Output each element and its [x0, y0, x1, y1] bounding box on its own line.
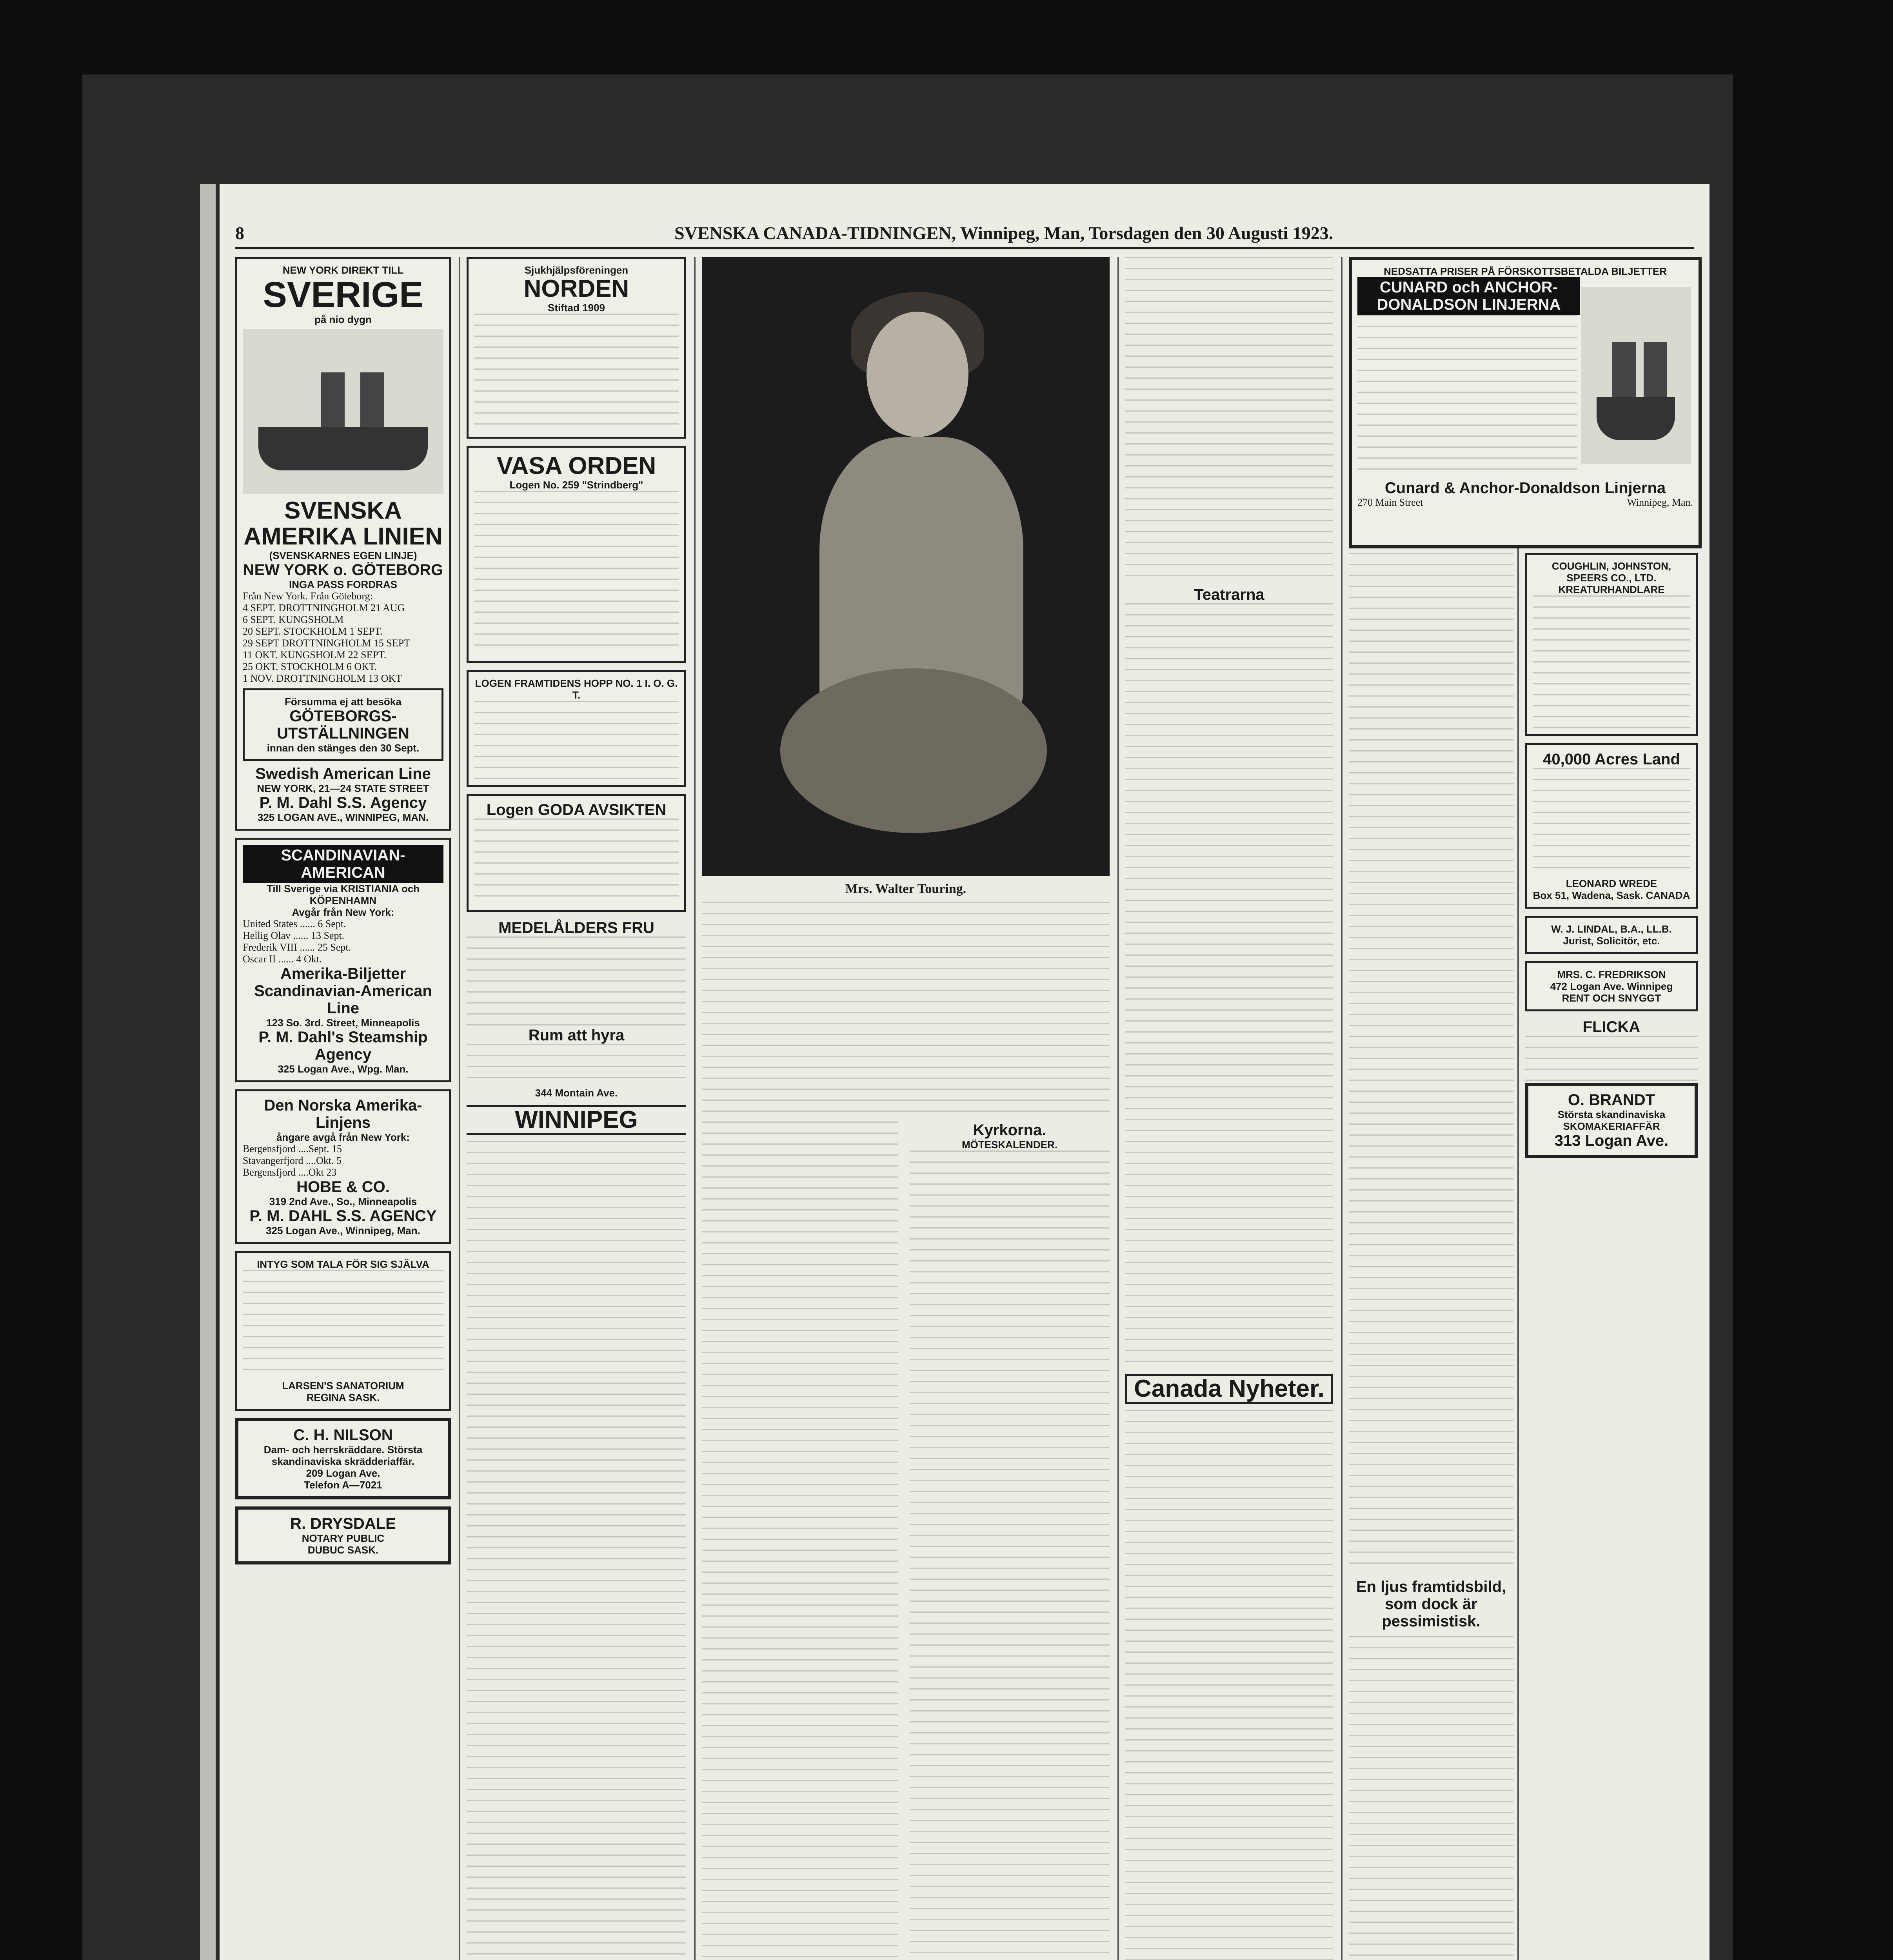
- framtid-title: LOGEN FRAMTIDENS HOPP NO. 1 I. O. G. T.: [475, 677, 678, 701]
- drysdale-city: DUBUC SASK.: [307, 1544, 379, 1556]
- flicka-head: FLICKA: [1582, 1018, 1640, 1036]
- cunard-street: 270 Main Street: [1357, 497, 1423, 508]
- medel-head: MEDELÅLDERS FRU: [498, 919, 654, 936]
- column-rule: [459, 257, 460, 1960]
- goda-title: Logen GODA AVSIKTEN: [486, 801, 667, 818]
- lindal-name: W. J. LINDAL, B.A., LL.B.: [1551, 923, 1672, 935]
- canada-news-text: [1125, 1410, 1333, 1960]
- hobe-name: HOBE & CO.: [296, 1178, 390, 1196]
- wrede-name: LEONARD WREDE: [1566, 878, 1657, 889]
- sa-departures: Avgår från New York:: [292, 906, 394, 918]
- sal2-name: Scandinavian-American Line: [254, 982, 432, 1017]
- article-text: [1125, 257, 1333, 586]
- column-rule: [1117, 257, 1119, 1960]
- rum-head: Rum att hyra: [528, 1027, 625, 1044]
- hobe-address: 319 2nd Ave., So., Minneapolis: [269, 1196, 417, 1207]
- norske-ship: Bergensfjord ....Sept. 15: [243, 1143, 342, 1154]
- goda-avsikten-notice: [467, 794, 686, 912]
- winnipeg-head: WINNIPEG: [467, 1105, 686, 1135]
- expo-pre: Försumma ej att besöka: [285, 696, 401, 708]
- brandt-sub: Största skandinaviska SKOMAKERIAFFÄR: [1557, 1109, 1666, 1132]
- page-number: 8: [235, 223, 244, 243]
- church-section: [910, 1122, 1110, 1960]
- rent-head: RENT OCH SNYGGT: [1562, 992, 1661, 1004]
- text-block: [474, 314, 679, 431]
- text-block: [1357, 315, 1577, 479]
- coughlin-ad: [1525, 553, 1698, 736]
- nilson-address: 209 Logan Ave.: [306, 1467, 380, 1479]
- coughlin-name: COUGHLIN, JOHNSTON, SPEERS CO., LTD.: [1551, 560, 1671, 584]
- norden-title: NORDEN: [523, 275, 629, 302]
- cunard-ad: [1349, 257, 1702, 555]
- cunard-kicker: NEDSATTA PRISER PÅ FÖRSKOTTSBETALDA BILJETTER: [1384, 265, 1667, 277]
- framtid-lodge-notice: [467, 670, 686, 787]
- column-5: [1349, 553, 1513, 1960]
- ad-kicker: NEW YORK DIREKT TILL: [282, 264, 404, 276]
- church-text: [910, 1151, 1110, 1960]
- theatre-text: [1125, 603, 1333, 1368]
- vasa-title: VASA ORDEN: [496, 452, 656, 479]
- column-3: [702, 257, 1110, 1960]
- canada-nyheter-head: Canada Nyheter.: [1125, 1374, 1333, 1404]
- swedish-american-line-ad: [235, 257, 451, 831]
- column-rule: [694, 257, 696, 1960]
- lower-columns: [702, 1122, 1110, 1960]
- scandinavian-american-ad: [235, 838, 451, 1082]
- sa-ship: Oscar II ...... 4 Okt.: [243, 953, 322, 965]
- sailings-header: Från New York. Från Göteborg:: [243, 590, 373, 602]
- article-text: [1349, 553, 1513, 1572]
- sailing-row: 29 SEPT DROTTNINGHOLM 15 SEPT: [243, 637, 411, 649]
- sa-ship: Hellig Olav ...... 13 Sept.: [243, 930, 345, 941]
- dahl3-agency: P. M. DAHL S.S. AGENCY: [249, 1207, 437, 1225]
- drysdale-name: R. DRYSDALE: [290, 1515, 396, 1532]
- vasa-logen: Logen No. 259 "Strindberg": [509, 479, 643, 491]
- sal-address: NEW YORK, 21—24 STATE STREET: [257, 782, 429, 794]
- lindal-sub: Jurist, Solicitör, etc.: [1563, 935, 1660, 947]
- text-block: [467, 936, 686, 1027]
- ad-line-name: SVENSKA AMERIKA LINIEN: [243, 497, 443, 550]
- ad-sverige: SVERIGE: [263, 275, 423, 315]
- dahl-address: 325 LOGAN AVE., WINNIPEG, MAN.: [257, 811, 429, 823]
- brandt-name: O. BRANDT: [1568, 1091, 1655, 1109]
- page-edge: [200, 184, 216, 1960]
- lindal-ad: [1525, 916, 1698, 954]
- dahl3-address: 325 Logan Ave., Winnipeg, Man.: [266, 1225, 420, 1236]
- dahl-agency: P. M. Dahl S.S. Agency: [259, 794, 427, 811]
- newspaper-title: SVENSKA CANADA-TIDNINGEN, Winnipeg, Man, Torsdagen den 30 Augusti 1923.: [674, 223, 1333, 243]
- dahl2-agency: P. M. Dahl's Steamship Agency: [258, 1029, 428, 1063]
- sailing-row: 11 OKT. KUNGSHOLM 22 SEPT.: [243, 649, 387, 661]
- sa-ship: Frederik VIII ...... 25 Sept.: [243, 942, 351, 953]
- text-block: [467, 1044, 686, 1087]
- vasa-orden-notice: [467, 446, 686, 663]
- sa-ship: United States ...... 6 Sept.: [243, 918, 346, 929]
- cunard-footer: Cunard & Anchor-Donaldson Linjerna: [1384, 479, 1666, 497]
- sjuk-head: Sjukhjälpsföreningen: [524, 264, 629, 276]
- nilson-sub: Dam- och herrskräddare. Största skandinaviska skrädderiaffär.: [263, 1444, 423, 1467]
- exhibition-notice: [243, 688, 443, 761]
- brandt-address: 313 Logan Ave.: [1554, 1132, 1669, 1149]
- article-text: [467, 1141, 686, 1960]
- fredrikson-ad: [1525, 961, 1698, 1011]
- steamship-illustration: [1581, 287, 1691, 464]
- fredrikson-address: 472 Logan Ave. Winnipeg: [1550, 980, 1673, 992]
- text-block: [1533, 768, 1690, 878]
- ad-route: NEW YORK o. GÖTEBORG: [243, 561, 443, 579]
- column-2: [467, 257, 686, 1960]
- column-1: [235, 257, 451, 1572]
- drysdale-notary-ad: [235, 1506, 451, 1564]
- article-text: [1349, 1636, 1513, 1960]
- land-ad: [1525, 743, 1698, 909]
- article-text: [702, 1122, 898, 1960]
- motes-head: MÖTESKALENDER.: [961, 1139, 1058, 1151]
- larsen-city: REGINA SASK.: [306, 1392, 380, 1403]
- sal2-address: 123 So. 3rd. Street, Minneapolis: [266, 1017, 420, 1029]
- acres-head: 40,000 Acres Land: [1543, 751, 1680, 768]
- norwegian-america-line-ad: [235, 1089, 451, 1244]
- steamship-illustration: [243, 329, 443, 494]
- text-block: [474, 701, 679, 779]
- sailing-row: 4 SEPT. DROTTNINGHOLM 21 AUG: [243, 602, 405, 613]
- column-6: [1525, 553, 1698, 1165]
- norske-head: Den Norska Amerika-Linjens: [264, 1097, 422, 1131]
- sal-name: Swedish American Line: [255, 765, 431, 782]
- sa-sub: Till Sverige via KRISTIANIA och KÖPENHAMN: [266, 883, 420, 906]
- norden-society-notice: [467, 257, 686, 439]
- ad-no-pass: INGA PASS FORDRAS: [289, 579, 397, 590]
- drysdale-sub: NOTARY PUBLIC: [302, 1532, 385, 1544]
- text-block: [474, 818, 679, 905]
- larsen-name: LARSEN'S SANATORIUM: [282, 1380, 404, 1392]
- cunard-addr: [1357, 497, 1693, 508]
- norske-sub: ångare avgå från New York:: [276, 1131, 410, 1143]
- sailing-row: 20 SEPT. STOCKHOLM 1 SEPT.: [243, 626, 383, 637]
- coughlin-sub: KREATURHANDLARE: [1558, 584, 1665, 595]
- dahl2-address: 325 Logan Ave., Wpg. Man.: [278, 1063, 409, 1075]
- nilson-phone: Telefon A—7021: [304, 1479, 382, 1491]
- text-block: [474, 491, 679, 655]
- nilson-name: C. H. NILSON: [293, 1426, 393, 1444]
- ad-sverige-sub: på nio dygn: [314, 314, 372, 325]
- larsen-sanatorium-ad: [235, 1251, 451, 1411]
- expo-title: GÖTEBORGS-UTSTÄLLNINGEN: [277, 708, 409, 742]
- kyrkorna-head: Kyrkorna.: [973, 1122, 1046, 1139]
- cunard-box: [1349, 257, 1702, 548]
- brandt-ad: [1525, 1083, 1698, 1158]
- rum-address: 344 Montain Ave.: [535, 1087, 618, 1099]
- portrait-photo: [702, 257, 1110, 876]
- sailing-row: 1 NOV. DROTTNINGHOLM 13 OKT: [243, 673, 402, 684]
- norske-ship: Bergensfjord ....Okt 23: [243, 1167, 337, 1178]
- norden-sub: Stiftad 1909: [548, 302, 605, 314]
- expo-post: innan den stänges den 30 Sept.: [267, 742, 420, 754]
- sailing-row: 6 SEPT. KUNGSHOLM: [243, 614, 344, 625]
- teatrarna-head: Teatrarna: [1194, 586, 1264, 603]
- text-block: [1525, 1036, 1698, 1083]
- cunard-title: CUNARD och ANCHOR-DONALDSON LINJERNA: [1357, 277, 1580, 315]
- column-rule: [1341, 257, 1343, 1960]
- framtidsbild-head: En ljus framtidsbild, som dock är pessimistisk.: [1356, 1578, 1506, 1630]
- sa-head: SCANDINAVIAN-AMERICAN: [243, 845, 443, 883]
- nilson-tailor-ad: [235, 1418, 451, 1499]
- norske-ship: Stavangerfjord ....Okt. 5: [243, 1155, 342, 1166]
- ad-tagline: (SVENSKARNES EGEN LINJE): [269, 550, 417, 561]
- column-4: [1125, 257, 1333, 1960]
- masthead: [235, 220, 1694, 249]
- article-text: [702, 902, 1110, 1122]
- sailing-row: 25 OKT. STOCKHOLM 6 OKT.: [243, 661, 377, 672]
- intyg-head: INTYG SOM TALA FÖR SIG SJÄLVA: [257, 1258, 429, 1270]
- photo-caption: Mrs. Walter Touring.: [845, 882, 966, 896]
- text-block: [243, 1270, 443, 1380]
- wrede-address: Box 51, Wadena, Sask. CANADA: [1533, 889, 1690, 901]
- text-block: [1533, 595, 1690, 729]
- amerika-biljetter: Amerika-Biljetter: [280, 965, 406, 982]
- fredrikson-name: MRS. C. FREDRIKSON: [1557, 969, 1666, 980]
- newspaper-page: [220, 184, 1710, 1960]
- cunard-city: Winnipeg, Man.: [1627, 497, 1693, 508]
